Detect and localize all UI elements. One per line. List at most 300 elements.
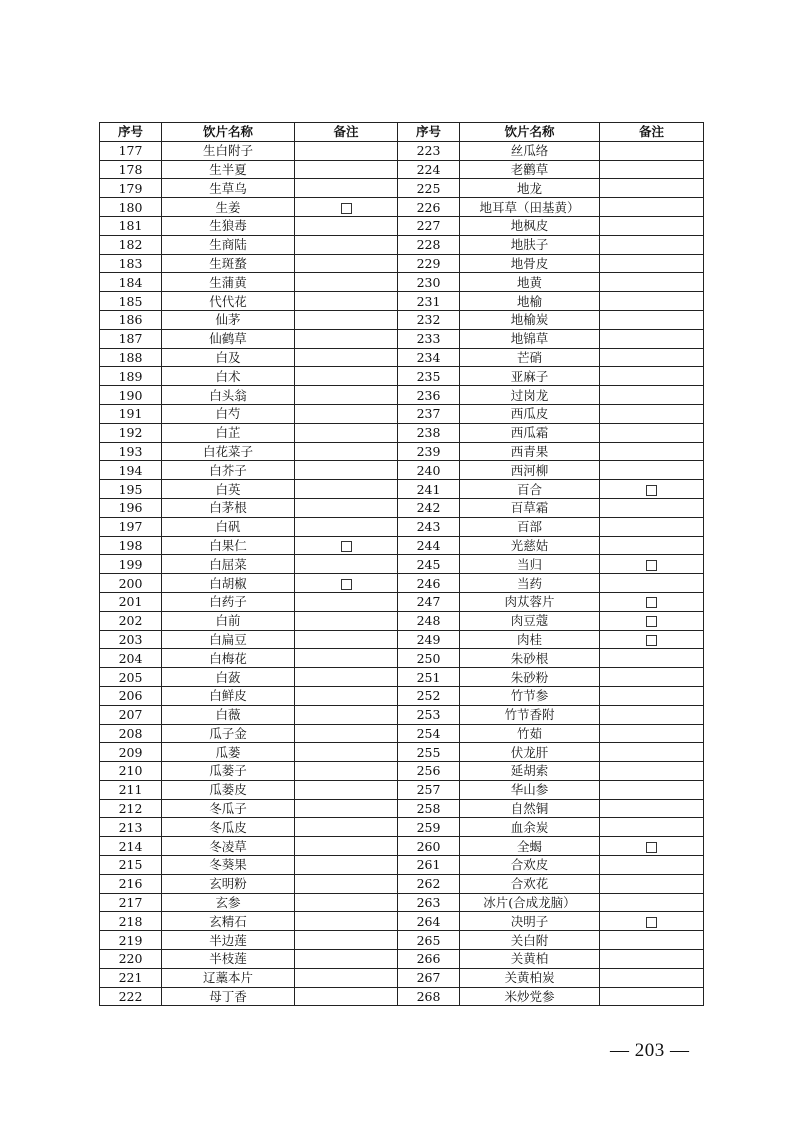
row-number: 223	[398, 141, 460, 160]
row-number: 231	[398, 292, 460, 311]
col-header-number: 序号	[398, 123, 460, 142]
row-number: 262	[398, 874, 460, 893]
table-row	[100, 480, 704, 499]
herb-name: 冬凌草	[162, 837, 295, 856]
herb-name: 关白附	[460, 931, 600, 950]
remark-cell	[600, 668, 704, 687]
row-number: 256	[398, 762, 460, 781]
herb-name: 米炒党参	[460, 987, 600, 1006]
checkbox-icon	[646, 560, 657, 571]
remark-cell	[600, 273, 704, 292]
row-number: 246	[398, 574, 460, 593]
row-number: 249	[398, 630, 460, 649]
remark-cell	[295, 592, 398, 611]
row-number: 267	[398, 968, 460, 987]
table-row	[100, 780, 704, 799]
herb-name: 白矾	[162, 517, 295, 536]
table-row	[100, 498, 704, 517]
row-number: 177	[100, 141, 162, 160]
row-number: 243	[398, 517, 460, 536]
remark-cell	[295, 874, 398, 893]
row-number: 215	[100, 856, 162, 875]
row-number: 188	[100, 348, 162, 367]
herb-name: 白头翁	[162, 386, 295, 405]
table-row	[100, 536, 704, 555]
herb-name: 自然铜	[460, 799, 600, 818]
remark-cell	[295, 555, 398, 574]
row-number: 199	[100, 555, 162, 574]
row-number: 244	[398, 536, 460, 555]
remark-cell	[295, 574, 398, 593]
table-row	[100, 931, 704, 950]
row-number: 241	[398, 480, 460, 499]
row-number: 236	[398, 386, 460, 405]
row-number: 216	[100, 874, 162, 893]
herb-name: 瓜子金	[162, 724, 295, 743]
remark-cell	[600, 254, 704, 273]
row-number: 234	[398, 348, 460, 367]
remark-cell	[600, 141, 704, 160]
herb-list-table	[99, 122, 704, 1006]
herb-name: 当归	[460, 555, 600, 574]
remark-cell	[295, 179, 398, 198]
row-number: 189	[100, 367, 162, 386]
remark-cell	[295, 968, 398, 987]
herb-name: 冬葵果	[162, 856, 295, 875]
row-number: 198	[100, 536, 162, 555]
remark-cell	[295, 254, 398, 273]
remark-cell	[600, 592, 704, 611]
table-row	[100, 893, 704, 912]
remark-cell	[600, 987, 704, 1006]
herb-name: 竹节香附	[460, 705, 600, 724]
checkbox-icon	[646, 635, 657, 646]
herb-name: 白英	[162, 480, 295, 499]
checkbox-icon	[646, 842, 657, 853]
table-row	[100, 517, 704, 536]
herb-name: 白药子	[162, 592, 295, 611]
herb-name: 关黄柏炭	[460, 968, 600, 987]
checkbox-icon	[646, 917, 657, 928]
table-row	[100, 705, 704, 724]
table-row	[100, 968, 704, 987]
remark-cell	[295, 762, 398, 781]
remark-cell	[295, 310, 398, 329]
herb-name: 白前	[162, 611, 295, 630]
herb-name: 生狼毒	[162, 216, 295, 235]
row-number: 260	[398, 837, 460, 856]
herb-name: 生姜	[162, 198, 295, 217]
table-row	[100, 367, 704, 386]
herb-name: 地榆炭	[460, 310, 600, 329]
remark-cell	[600, 799, 704, 818]
remark-cell	[295, 461, 398, 480]
remark-cell	[295, 630, 398, 649]
table-row	[100, 987, 704, 1006]
herb-name: 肉苁蓉片	[460, 592, 600, 611]
herb-name: 生草乌	[162, 179, 295, 198]
remark-cell	[295, 216, 398, 235]
herb-name: 亚麻子	[460, 367, 600, 386]
herb-name: 华山参	[460, 780, 600, 799]
herb-name: 白果仁	[162, 536, 295, 555]
herb-name: 生白附子	[162, 141, 295, 160]
remark-cell	[600, 931, 704, 950]
row-number: 206	[100, 686, 162, 705]
herb-name: 竹节参	[460, 686, 600, 705]
remark-cell	[295, 611, 398, 630]
row-number: 250	[398, 649, 460, 668]
remark-cell	[295, 649, 398, 668]
row-number: 228	[398, 235, 460, 254]
row-number: 229	[398, 254, 460, 273]
herb-name: 伏龙肝	[460, 743, 600, 762]
remark-cell	[600, 348, 704, 367]
row-number: 235	[398, 367, 460, 386]
row-number: 240	[398, 461, 460, 480]
herb-name: 生半夏	[162, 160, 295, 179]
herb-name: 地榆	[460, 292, 600, 311]
herb-name: 白芍	[162, 404, 295, 423]
row-number: 179	[100, 179, 162, 198]
row-number: 248	[398, 611, 460, 630]
remark-cell	[295, 837, 398, 856]
table-row	[100, 592, 704, 611]
herb-name: 半枝莲	[162, 950, 295, 969]
herb-name: 合欢花	[460, 874, 600, 893]
row-number: 220	[100, 950, 162, 969]
table-row	[100, 235, 704, 254]
herb-name: 白胡椒	[162, 574, 295, 593]
col-header-remark: 备注	[295, 123, 398, 142]
row-number: 211	[100, 780, 162, 799]
herb-name: 仙鹤草	[162, 329, 295, 348]
table-row	[100, 273, 704, 292]
table-row	[100, 668, 704, 687]
row-number: 218	[100, 912, 162, 931]
row-number: 238	[398, 423, 460, 442]
row-number: 263	[398, 893, 460, 912]
row-number: 186	[100, 310, 162, 329]
row-number: 202	[100, 611, 162, 630]
page-number: — 203 —	[610, 1040, 690, 1061]
remark-cell	[600, 968, 704, 987]
row-number: 194	[100, 461, 162, 480]
remark-cell	[600, 912, 704, 931]
herb-name: 白芥子	[162, 461, 295, 480]
row-number: 225	[398, 179, 460, 198]
col-header-name: 饮片名称	[162, 123, 295, 142]
herb-name: 合欢皮	[460, 856, 600, 875]
herb-name: 肉桂	[460, 630, 600, 649]
table-row	[100, 329, 704, 348]
table-header-row	[100, 123, 704, 142]
remark-cell	[295, 743, 398, 762]
row-number: 204	[100, 649, 162, 668]
row-number: 266	[398, 950, 460, 969]
remark-cell	[295, 686, 398, 705]
herb-name: 朱砂粉	[460, 668, 600, 687]
row-number: 203	[100, 630, 162, 649]
remark-cell	[295, 160, 398, 179]
row-number: 191	[100, 404, 162, 423]
remark-cell	[295, 386, 398, 405]
row-number: 192	[100, 423, 162, 442]
herb-name: 冬瓜皮	[162, 818, 295, 837]
row-number: 251	[398, 668, 460, 687]
col-header-remark: 备注	[600, 123, 704, 142]
herb-name: 当药	[460, 574, 600, 593]
row-number: 208	[100, 724, 162, 743]
remark-cell	[600, 874, 704, 893]
herb-name: 决明子	[460, 912, 600, 931]
herb-name: 冰片(合成龙脑）	[460, 893, 600, 912]
remark-cell	[295, 856, 398, 875]
remark-cell	[295, 931, 398, 950]
remark-cell	[295, 536, 398, 555]
remark-cell	[600, 555, 704, 574]
table-row	[100, 686, 704, 705]
herb-name: 生蒲黄	[162, 273, 295, 292]
remark-cell	[295, 668, 398, 687]
herb-name: 白薇	[162, 705, 295, 724]
table-row	[100, 799, 704, 818]
remark-cell	[600, 292, 704, 311]
row-number: 255	[398, 743, 460, 762]
table-row	[100, 348, 704, 367]
remark-cell	[600, 743, 704, 762]
table-row	[100, 818, 704, 837]
remark-cell	[600, 310, 704, 329]
row-number: 183	[100, 254, 162, 273]
herb-name: 白鲜皮	[162, 686, 295, 705]
table-row	[100, 198, 704, 217]
remark-cell	[600, 480, 704, 499]
row-number: 230	[398, 273, 460, 292]
row-number: 184	[100, 273, 162, 292]
remark-cell	[600, 705, 704, 724]
remark-cell	[295, 780, 398, 799]
remark-cell	[295, 423, 398, 442]
remark-cell	[600, 367, 704, 386]
remark-cell	[600, 630, 704, 649]
row-number: 181	[100, 216, 162, 235]
remark-cell	[295, 367, 398, 386]
row-number: 252	[398, 686, 460, 705]
herb-name: 西河柳	[460, 461, 600, 480]
col-header-name: 饮片名称	[460, 123, 600, 142]
row-number: 185	[100, 292, 162, 311]
remark-cell	[600, 950, 704, 969]
herb-name: 西瓜霜	[460, 423, 600, 442]
row-number: 210	[100, 762, 162, 781]
table-row	[100, 649, 704, 668]
herb-name: 全蝎	[460, 837, 600, 856]
remark-cell	[295, 235, 398, 254]
table-row	[100, 292, 704, 311]
row-number: 193	[100, 442, 162, 461]
remark-cell	[295, 799, 398, 818]
row-number: 205	[100, 668, 162, 687]
row-number: 209	[100, 743, 162, 762]
row-number: 197	[100, 517, 162, 536]
row-number: 180	[100, 198, 162, 217]
remark-cell	[600, 818, 704, 837]
herb-name: 辽藁本片	[162, 968, 295, 987]
row-number: 182	[100, 235, 162, 254]
row-number: 233	[398, 329, 460, 348]
remark-cell	[600, 856, 704, 875]
herb-name: 生斑蝥	[162, 254, 295, 273]
remark-cell	[600, 329, 704, 348]
remark-cell	[600, 536, 704, 555]
row-number: 232	[398, 310, 460, 329]
herb-name: 白屈菜	[162, 555, 295, 574]
checkbox-icon	[646, 485, 657, 496]
herb-name: 芒硝	[460, 348, 600, 367]
row-number: 264	[398, 912, 460, 931]
herb-name: 肉豆蔻	[460, 611, 600, 630]
remark-cell	[600, 762, 704, 781]
remark-cell	[600, 611, 704, 630]
remark-cell	[600, 724, 704, 743]
remark-cell	[295, 292, 398, 311]
remark-cell	[600, 649, 704, 668]
herb-name: 血余炭	[460, 818, 600, 837]
herb-name: 白扁豆	[162, 630, 295, 649]
herb-name: 老鹳草	[460, 160, 600, 179]
herb-name: 竹茹	[460, 724, 600, 743]
herb-name: 地黄	[460, 273, 600, 292]
checkbox-icon	[341, 541, 352, 552]
herb-name: 地骨皮	[460, 254, 600, 273]
row-number: 224	[398, 160, 460, 179]
row-number: 217	[100, 893, 162, 912]
herb-name: 白花菜子	[162, 442, 295, 461]
remark-cell	[295, 404, 398, 423]
table-row	[100, 442, 704, 461]
table-row	[100, 141, 704, 160]
herb-name: 玄明粉	[162, 874, 295, 893]
herb-name: 瓜蒌	[162, 743, 295, 762]
row-number: 257	[398, 780, 460, 799]
row-number: 221	[100, 968, 162, 987]
remark-cell	[295, 498, 398, 517]
row-number: 214	[100, 837, 162, 856]
herb-name: 地枫皮	[460, 216, 600, 235]
row-number: 219	[100, 931, 162, 950]
table-row	[100, 912, 704, 931]
row-number: 247	[398, 592, 460, 611]
herb-name: 玄参	[162, 893, 295, 912]
remark-cell	[600, 574, 704, 593]
row-number: 239	[398, 442, 460, 461]
checkbox-icon	[341, 203, 352, 214]
table-row	[100, 216, 704, 235]
remark-cell	[295, 329, 398, 348]
herb-name: 光慈姑	[460, 536, 600, 555]
remark-cell	[600, 404, 704, 423]
remark-cell	[600, 686, 704, 705]
herb-name: 冬瓜子	[162, 799, 295, 818]
herb-name: 白蔹	[162, 668, 295, 687]
checkbox-icon	[646, 616, 657, 627]
herb-name: 白茅根	[162, 498, 295, 517]
table-row	[100, 555, 704, 574]
remark-cell	[295, 818, 398, 837]
herb-name: 瓜蒌子	[162, 762, 295, 781]
remark-cell	[600, 893, 704, 912]
row-number: 190	[100, 386, 162, 405]
row-number: 200	[100, 574, 162, 593]
row-number: 178	[100, 160, 162, 179]
herb-name: 西瓜皮	[460, 404, 600, 423]
table-row	[100, 386, 704, 405]
row-number: 196	[100, 498, 162, 517]
table-row	[100, 743, 704, 762]
row-number: 226	[398, 198, 460, 217]
remark-cell	[295, 198, 398, 217]
herb-name: 百草霜	[460, 498, 600, 517]
table-row	[100, 950, 704, 969]
herb-name: 生商陆	[162, 235, 295, 254]
row-number: 212	[100, 799, 162, 818]
row-number: 242	[398, 498, 460, 517]
remark-cell	[295, 912, 398, 931]
remark-cell	[600, 216, 704, 235]
herb-name: 百合	[460, 480, 600, 499]
remark-cell	[295, 950, 398, 969]
remark-cell	[600, 423, 704, 442]
herb-name: 仙茅	[162, 310, 295, 329]
herb-name: 西青果	[460, 442, 600, 461]
herb-name: 白术	[162, 367, 295, 386]
remark-cell	[295, 273, 398, 292]
row-number: 237	[398, 404, 460, 423]
remark-cell	[600, 498, 704, 517]
remark-cell	[600, 386, 704, 405]
remark-cell	[600, 517, 704, 536]
remark-cell	[295, 480, 398, 499]
remark-cell	[295, 987, 398, 1006]
row-number: 201	[100, 592, 162, 611]
row-number: 213	[100, 818, 162, 837]
row-number: 258	[398, 799, 460, 818]
herb-name: 白梅花	[162, 649, 295, 668]
remark-cell	[600, 179, 704, 198]
remark-cell	[295, 705, 398, 724]
row-number: 222	[100, 987, 162, 1006]
remark-cell	[600, 442, 704, 461]
remark-cell	[600, 198, 704, 217]
row-number: 253	[398, 705, 460, 724]
row-number: 227	[398, 216, 460, 235]
herb-name: 半边莲	[162, 931, 295, 950]
row-number: 195	[100, 480, 162, 499]
herb-name: 延胡索	[460, 762, 600, 781]
table-row	[100, 310, 704, 329]
remark-cell	[295, 893, 398, 912]
herb-name: 地耳草（田基黄）	[460, 198, 600, 217]
row-number: 265	[398, 931, 460, 950]
herb-name: 玄精石	[162, 912, 295, 931]
table-row	[100, 254, 704, 273]
table-row	[100, 461, 704, 480]
herb-name: 朱砂根	[460, 649, 600, 668]
remark-cell	[600, 780, 704, 799]
herb-name: 百部	[460, 517, 600, 536]
table-row	[100, 874, 704, 893]
